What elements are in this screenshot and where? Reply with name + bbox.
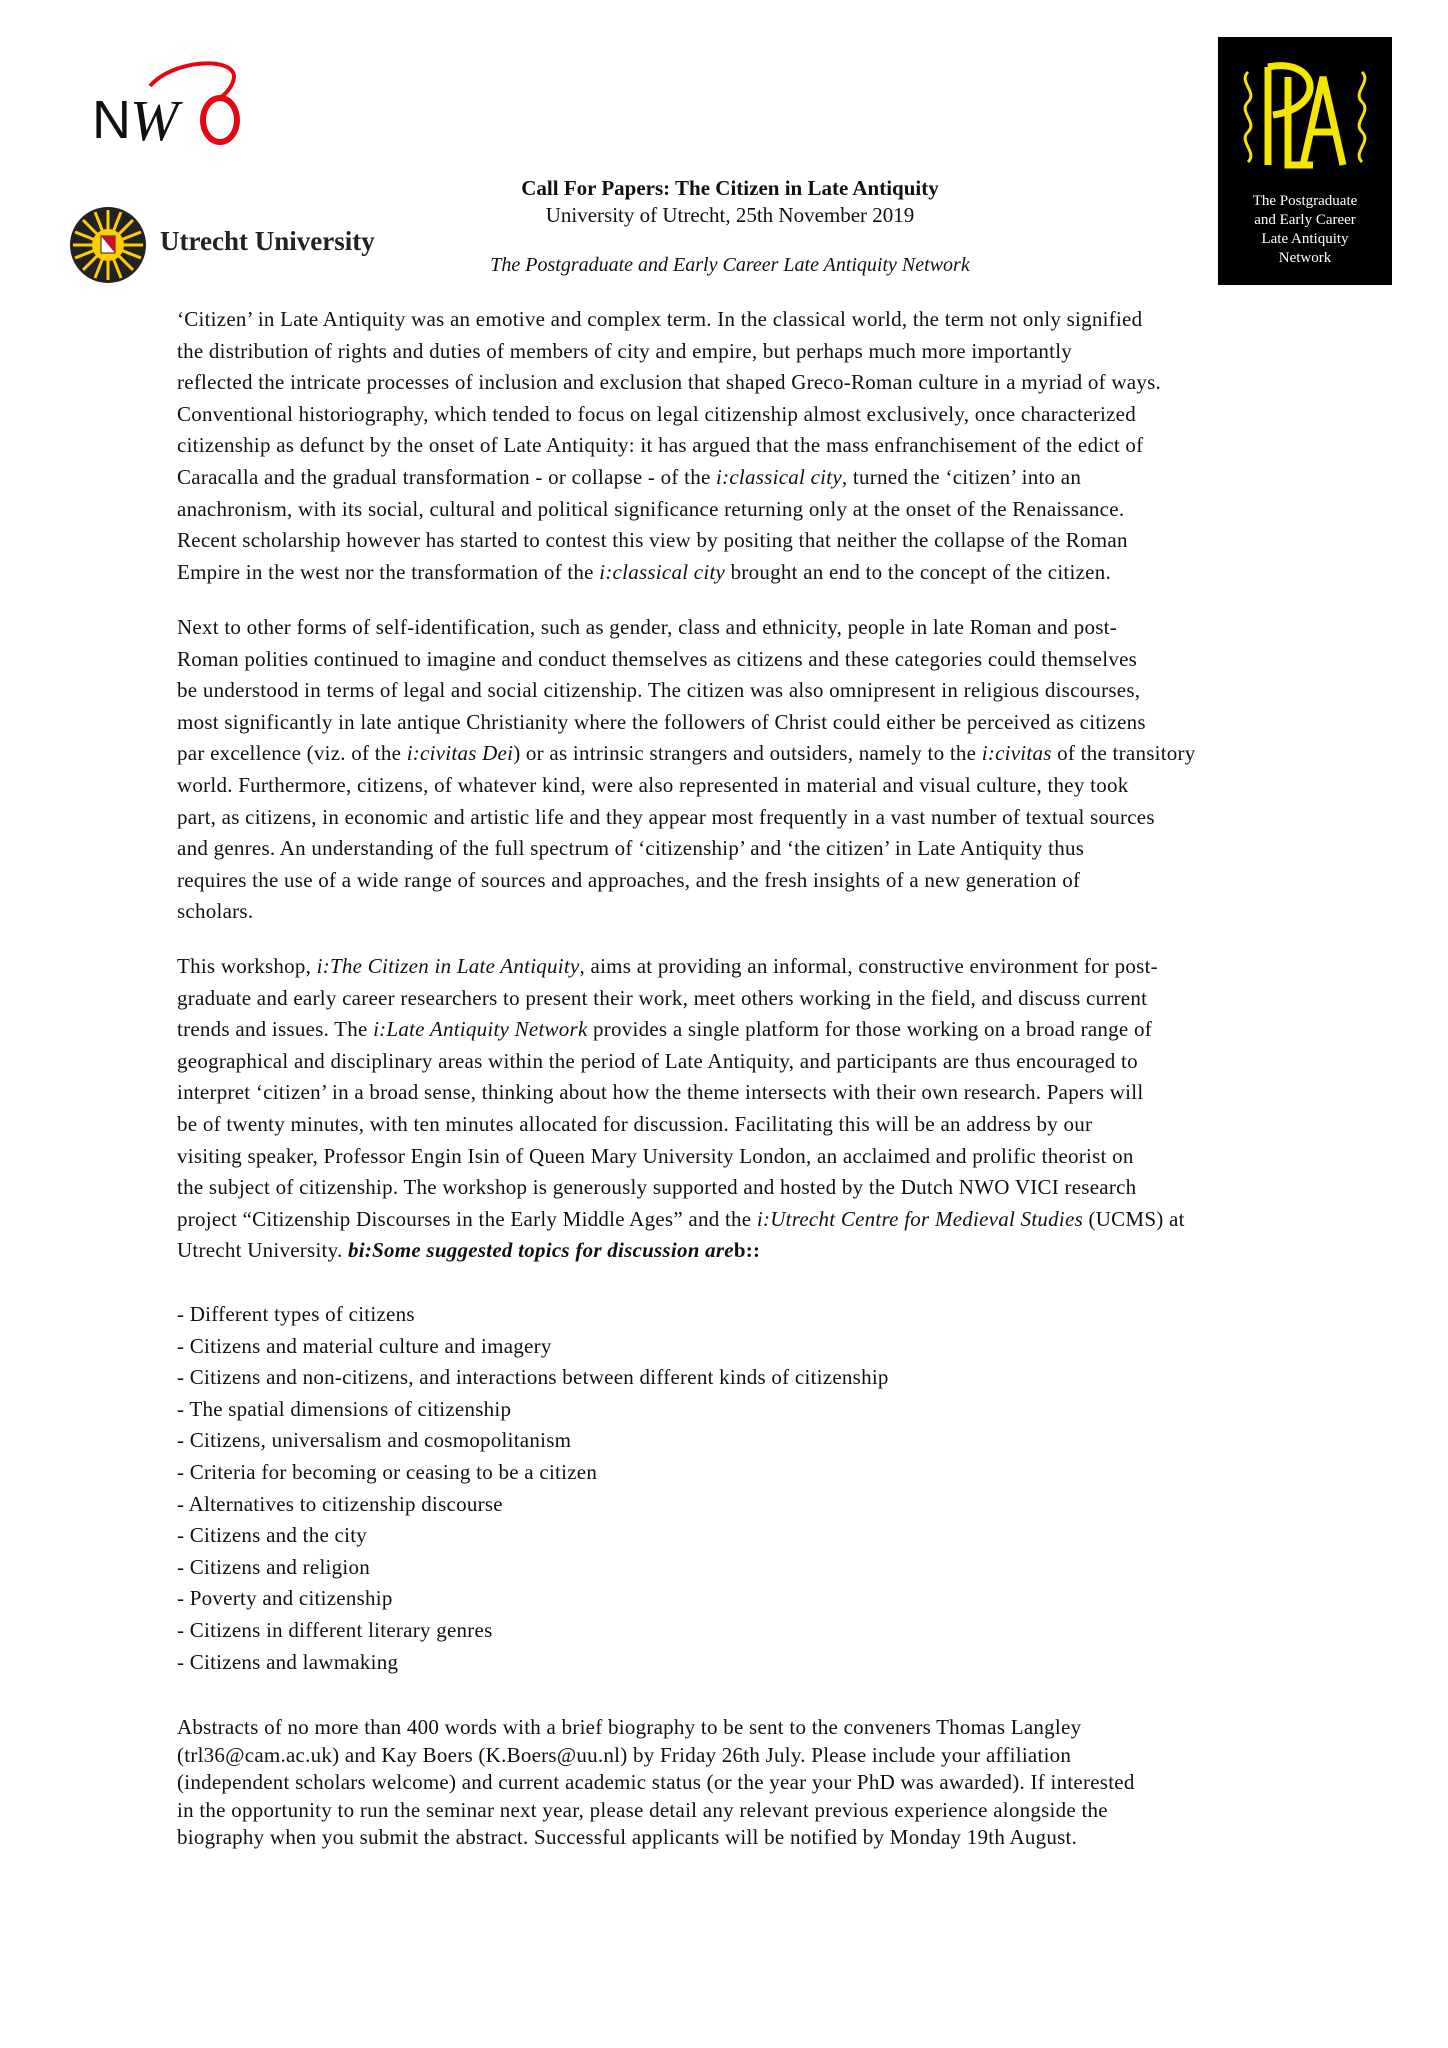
text-segment: Caracalla and the gradual transformation - or collapse - of the bbox=[177, 464, 717, 489]
text-line bbox=[177, 1769, 1307, 1797]
text-segment: Recent scholarship however has started to contest this view by positing that neither the collapse of the Roman bbox=[177, 528, 1128, 553]
utrecht-university-logo bbox=[68, 204, 408, 286]
text-line bbox=[177, 951, 1307, 983]
text-line bbox=[177, 1742, 1307, 1770]
text-line bbox=[177, 462, 1307, 494]
text-segment: Next to other forms of self-identification, such as gender, class and ethnicity, people in late Roman and post- bbox=[177, 615, 1117, 639]
text-segment: - Alternatives to citizenship discourse bbox=[177, 1491, 503, 1516]
text-line bbox=[177, 1141, 1307, 1173]
late-antiquity-network-logo bbox=[1218, 37, 1392, 285]
text-line bbox=[177, 1046, 1307, 1078]
text-segment: - Citizens and material culture and imagery bbox=[177, 1333, 552, 1358]
text-segment: - Poverty and citizenship bbox=[177, 1586, 393, 1611]
text-segment: , turned the ‘citizen’ into an bbox=[841, 464, 1082, 489]
text-line bbox=[177, 707, 1307, 739]
text-segment: world. Furthermore, citizens, of whatever kind, were also represented in material and visual culture, they took bbox=[177, 772, 1129, 797]
text-segment: trends and issues. The bbox=[177, 1017, 374, 1042]
text-segment: of the transitory bbox=[1051, 741, 1196, 766]
text-line bbox=[177, 675, 1307, 707]
emphasized-text: i:The Citizen in Late Antiquity bbox=[316, 954, 580, 978]
emphasized-text: b:: bbox=[733, 1238, 761, 1263]
text-segment: - Criteria for becoming or ceasing to be a citizen bbox=[177, 1459, 598, 1484]
text-line bbox=[177, 1172, 1307, 1204]
text-line bbox=[177, 802, 1307, 834]
topic-list-item bbox=[177, 1489, 1307, 1521]
text-segment: - Citizens and the city bbox=[177, 1523, 368, 1548]
text-segment: - Citizens and non-citizens, and interactions between different kinds of citizenship bbox=[177, 1365, 889, 1390]
text-line bbox=[177, 738, 1307, 770]
text-segment: Utrecht University. bbox=[177, 1238, 349, 1263]
text-line bbox=[177, 833, 1307, 865]
text-line bbox=[177, 336, 1307, 368]
text-segment: (UCMS) at bbox=[1083, 1206, 1185, 1231]
topic-list-item bbox=[177, 1647, 1307, 1679]
logo-caption-line: Network bbox=[1278, 250, 1332, 266]
text-segment: - Different types of citizens bbox=[177, 1302, 415, 1326]
text-segment: part, as citizens, in economic and artistic life and they appear most frequently in a vast number of textual sources bbox=[177, 804, 1155, 829]
event-venue-date: University of Utrecht, 25th November 2019 bbox=[545, 203, 915, 227]
topic-list-item bbox=[177, 1615, 1307, 1647]
text-segment: Abstracts of no more than 400 words with a brief biography to be sent to the conveners Thomas Langley bbox=[177, 1715, 1082, 1739]
text-line bbox=[177, 1204, 1307, 1236]
text-line bbox=[177, 399, 1307, 431]
plan-monogram-icon bbox=[1218, 37, 1392, 187]
topic-list-item bbox=[177, 1331, 1307, 1363]
topic-list-item bbox=[177, 1520, 1307, 1552]
text-segment: Roman polities continued to imagine and conduct themselves as citizens and these categories could themselves bbox=[177, 646, 1138, 671]
topic-list-item bbox=[177, 1394, 1307, 1426]
svg-text:N: N bbox=[92, 90, 131, 148]
text-line bbox=[177, 612, 1307, 644]
text-line bbox=[177, 1235, 1307, 1267]
emphasized-text: i:classical city bbox=[716, 464, 842, 489]
text-segment: most significantly in late antique Christianity where the followers of Christ could either be perceived as citizens bbox=[177, 709, 1146, 734]
text-segment: interpret ‘citizen’ in a broad sense, thinking about how the theme intersects with their own research. Papers will bbox=[177, 1080, 1144, 1105]
text-segment: in the opportunity to run the seminar next year, please detail any relevant previous experience alongside the bbox=[177, 1797, 1108, 1822]
text-segment: - Citizens and lawmaking bbox=[177, 1649, 399, 1674]
text-segment: par excellence (viz. of the bbox=[177, 741, 407, 766]
text-line bbox=[177, 896, 1307, 928]
utrecht-university-wordmark: Utrecht University bbox=[160, 226, 375, 256]
text-line bbox=[177, 865, 1307, 897]
text-line bbox=[177, 1014, 1307, 1046]
text-segment: - Citizens in different literary genres bbox=[177, 1617, 493, 1642]
text-line bbox=[177, 983, 1307, 1015]
topic-list-item bbox=[177, 1583, 1307, 1615]
text-line bbox=[177, 1077, 1307, 1109]
text-line bbox=[177, 1797, 1307, 1825]
topic-list-item bbox=[177, 1299, 1307, 1331]
text-segment: brought an end to the concept of the citizen. bbox=[725, 559, 1111, 584]
emphasized-text: i:civitas bbox=[981, 741, 1052, 766]
text-line bbox=[177, 644, 1307, 676]
text-segment: be of twenty minutes, with ten minutes allocated for discussion. Facilitating this will be an address by our bbox=[177, 1111, 1093, 1136]
network-name: The Postgraduate and Early Career Late Antiquity Network bbox=[490, 254, 970, 276]
topic-list-item bbox=[177, 1457, 1307, 1489]
topic-list-item bbox=[177, 1362, 1307, 1394]
text-segment: visiting speaker, Professor Engin Isin of Queen Mary University London, an acclaimed and prolific theorist on bbox=[177, 1143, 1134, 1168]
text-segment: ) or as intrinsic strangers and outsiders, namely to the bbox=[513, 741, 982, 766]
logo-caption-line: and Early Career bbox=[1254, 212, 1356, 228]
text-segment: Empire in the west nor the transformation of the bbox=[177, 559, 600, 584]
page-title: Call For Papers: The Citizen in Late Antiquity bbox=[521, 176, 939, 200]
text-line bbox=[177, 1824, 1307, 1852]
text-segment: , aims at providing an informal, constructive environment for post- bbox=[579, 954, 1158, 978]
paragraph-submission bbox=[177, 1714, 1307, 1852]
text-segment: the distribution of rights and duties of members of city and empire, but perhaps much more importantly bbox=[177, 338, 1073, 363]
paragraph-intro bbox=[177, 304, 1307, 588]
topic-list-item bbox=[177, 1425, 1307, 1457]
utrecht-sun-emblem-icon bbox=[68, 204, 152, 286]
text-segment: anachronism, with its social, cultural and political significance returning only at the onset of the Renaissance. bbox=[177, 496, 1125, 521]
text-line bbox=[177, 430, 1307, 462]
text-line bbox=[177, 525, 1307, 557]
text-line bbox=[177, 557, 1307, 589]
emphasized-text: bi:Some suggested topics for discussion are bbox=[348, 1238, 734, 1263]
text-segment: requires the use of a wide range of sources and approaches, and the fresh insights of a new generation of bbox=[177, 867, 1081, 892]
paragraph-context bbox=[177, 612, 1307, 928]
text-line bbox=[177, 304, 1307, 336]
text-line bbox=[177, 1714, 1307, 1742]
emphasized-text: i:Late Antiquity Network bbox=[373, 1017, 588, 1042]
emphasized-text: i:civitas Dei bbox=[406, 741, 514, 766]
text-segment: the subject of citizenship. The workshop is generously supported and hosted by the Dutch NWO VICI research bbox=[177, 1175, 1137, 1200]
text-segment: scholars. bbox=[177, 899, 254, 924]
network-logo-caption bbox=[1218, 192, 1392, 268]
nwo-logo bbox=[92, 58, 257, 148]
text-line bbox=[177, 770, 1307, 802]
text-segment: citizenship as defunct by the onset of Late Antiquity: it has argued that the mass enfranchisement of the edict of bbox=[177, 433, 1144, 458]
text-segment: be understood in terms of legal and social citizenship. The citizen was also omnipresent in religious discourses, bbox=[177, 678, 1141, 703]
text-segment: and genres. An understanding of the full spectrum of ‘citizenship’ and ‘the citizen’ in Late Antiquity thus bbox=[177, 836, 1085, 861]
svg-text:W: W bbox=[130, 88, 179, 148]
paragraph-workshop bbox=[177, 951, 1307, 1267]
text-segment: project “Citizenship Discourses in the Early Middle Ages” and the bbox=[177, 1206, 757, 1231]
text-segment: This workshop, bbox=[177, 954, 317, 978]
text-segment: (trl36@cam.ac.uk) and Kay Boers (K.Boers@uu.nl) by Friday 26th July. Please include your affiliation bbox=[177, 1742, 1072, 1767]
topics-list bbox=[177, 1299, 1307, 1678]
text-line bbox=[177, 1109, 1307, 1141]
topic-list-item bbox=[177, 1552, 1307, 1584]
text-line bbox=[177, 494, 1307, 526]
text-segment: geographical and disciplinary areas within the period of Late Antiquity, and participants are thus encouraged to bbox=[177, 1048, 1138, 1073]
text-segment: - The spatial dimensions of citizenship bbox=[177, 1396, 512, 1421]
text-segment: - Citizens and religion bbox=[177, 1554, 370, 1579]
text-segment: (independent scholars welcome) and current academic status (or the year your PhD was awarded). If interested bbox=[177, 1770, 1135, 1795]
emphasized-text: i:classical city bbox=[599, 559, 726, 584]
logo-caption-line: The Postgraduate bbox=[1252, 193, 1358, 209]
text-segment: reflected the intricate processes of inclusion and exclusion that shaped Greco-Roman culture in a myriad of ways. bbox=[177, 370, 1162, 395]
text-segment: graduate and early career researchers to present their work, meet others working in the field, and discuss current bbox=[177, 985, 1148, 1010]
text-segment: provides a single platform for those working on a broad range of bbox=[587, 1017, 1152, 1042]
text-segment: biography when you submit the abstract. Successful applicants will be notified by Monday 19th August. bbox=[177, 1825, 1078, 1850]
emphasized-text: i:Utrecht Centre for Medieval Studies bbox=[756, 1206, 1083, 1231]
text-segment: ‘Citizen’ in Late Antiquity was an emotive and complex term. In the classical world, the term not only signified bbox=[177, 307, 1143, 331]
text-line bbox=[177, 367, 1307, 399]
text-segment: Conventional historiography, which tended to focus on legal citizenship almost exclusively, once characterized bbox=[177, 401, 1136, 426]
text-segment: - Citizens, universalism and cosmopolitanism bbox=[177, 1428, 572, 1453]
logo-caption-line: Late Antiquity bbox=[1261, 231, 1349, 247]
